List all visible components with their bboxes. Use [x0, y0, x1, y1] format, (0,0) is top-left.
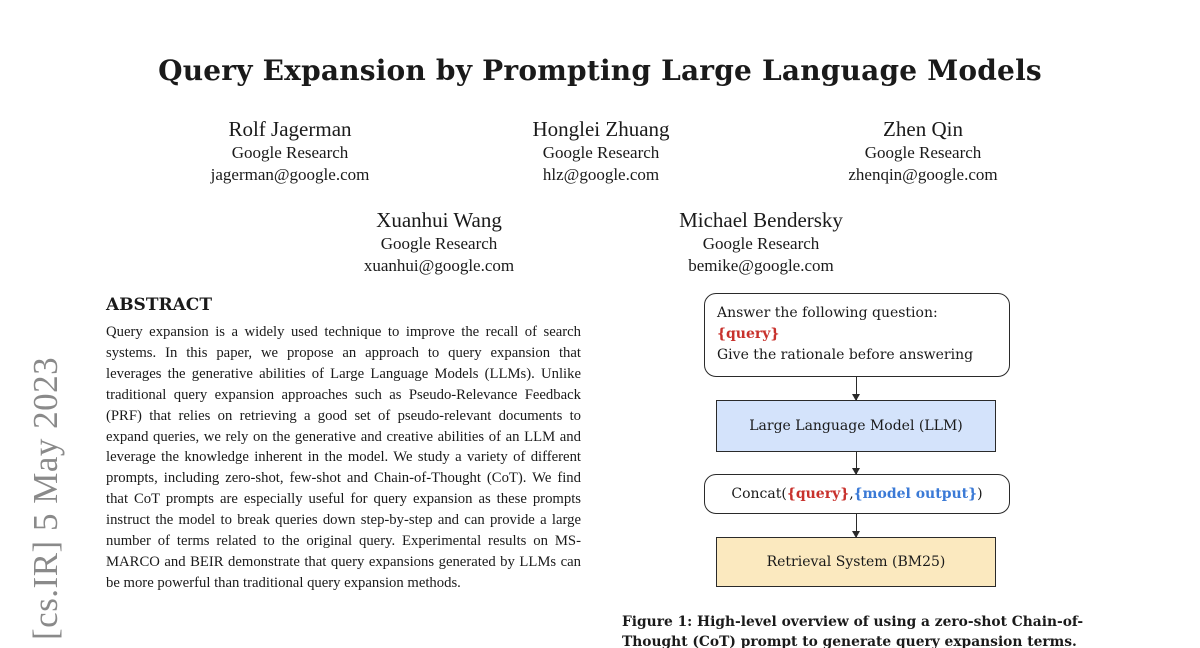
concat-suffix: ) — [977, 486, 983, 502]
author-block — [611, 207, 911, 277]
llm-box — [716, 400, 996, 452]
author-name: Xuanhui Wang — [376, 208, 502, 232]
author-email: jagerman@google.com — [210, 165, 370, 184]
retrieval-label: Retrieval System (BM25) — [766, 554, 946, 570]
author-name: Honglei Zhuang — [532, 117, 670, 141]
author-email: zhenqin@google.com — [848, 165, 998, 184]
author-block — [773, 116, 1073, 186]
retrieval-box — [716, 537, 996, 587]
abstract-heading: ABSTRACT — [106, 295, 212, 315]
figure-diagram — [600, 285, 1120, 645]
prompt-query-placeholder: {query} — [717, 326, 780, 342]
author-block — [289, 207, 589, 277]
arxiv-identifier: [cs.IR] 5 May 2023 — [26, 356, 65, 640]
concat-query: {query} — [786, 486, 850, 502]
author-name: Rolf Jagerman — [228, 117, 352, 141]
author-name: Zhen Qin — [883, 117, 963, 141]
author-name: Michael Bendersky — [679, 208, 843, 232]
author-block — [140, 116, 440, 186]
concat-box — [704, 474, 1010, 514]
flow-arrow — [856, 452, 857, 474]
author-affiliation: Google Research — [702, 234, 820, 253]
flow-arrow — [856, 377, 857, 400]
author-affiliation: Google Research — [542, 143, 660, 162]
author-email: xuanhui@google.com — [363, 256, 515, 275]
author-affiliation: Google Research — [864, 143, 982, 162]
figure-caption: Figure 1: High-level overview of using a zero-shot Chain-of-Thought (CoT) prompt to generate query expansion terms. — [622, 614, 1084, 648]
flow-arrow — [856, 514, 857, 537]
concat-prefix: Concat( — [731, 486, 787, 502]
prompt-line-instruction: Answer the following question: — [717, 305, 938, 321]
paper-title: Query Expansion by Prompting Large Language Models — [158, 54, 1042, 87]
concat-separator: , — [849, 486, 854, 502]
prompt-line-rationale: Give the rationale before answering — [717, 347, 974, 363]
prompt-box — [704, 293, 1010, 377]
abstract-text: Query expansion is a widely used technique to improve the recall of search systems. In this paper, we propose an approach to query expansion that leverages the generative abilities of Large Language Models (LLMs). Unlike traditional query expansion approaches such as Pseudo-Relevance Feedback (PRF) that relies on retrieving a good set of pseudo-relevant documents to expand queries, we rely on the generative and creative abilities of an LLM and leverage the knowledge inherent in the model. We study a variety of different prompts, including zero-shot, few-shot and Chain-of-Thought (CoT). We find that CoT prompts are especially useful for query expansion as these prompts instruct the model to break queries down step-by-step and can provide a large number of terms related to the original query. Experimental results on MS-MARCO and BEIR demonstrate that query expansions generated by LLMs can be more powerful than traditional query expansion methods. — [106, 324, 581, 591]
author-email: hlz@google.com — [542, 165, 660, 184]
author-affiliation: Google Research — [231, 143, 349, 162]
llm-label: Large Language Model (LLM) — [749, 418, 963, 434]
author-affiliation: Google Research — [380, 234, 498, 253]
author-block — [451, 116, 751, 186]
author-email: bemike@google.com — [688, 256, 834, 275]
concat-model-output: {model output} — [853, 486, 978, 502]
